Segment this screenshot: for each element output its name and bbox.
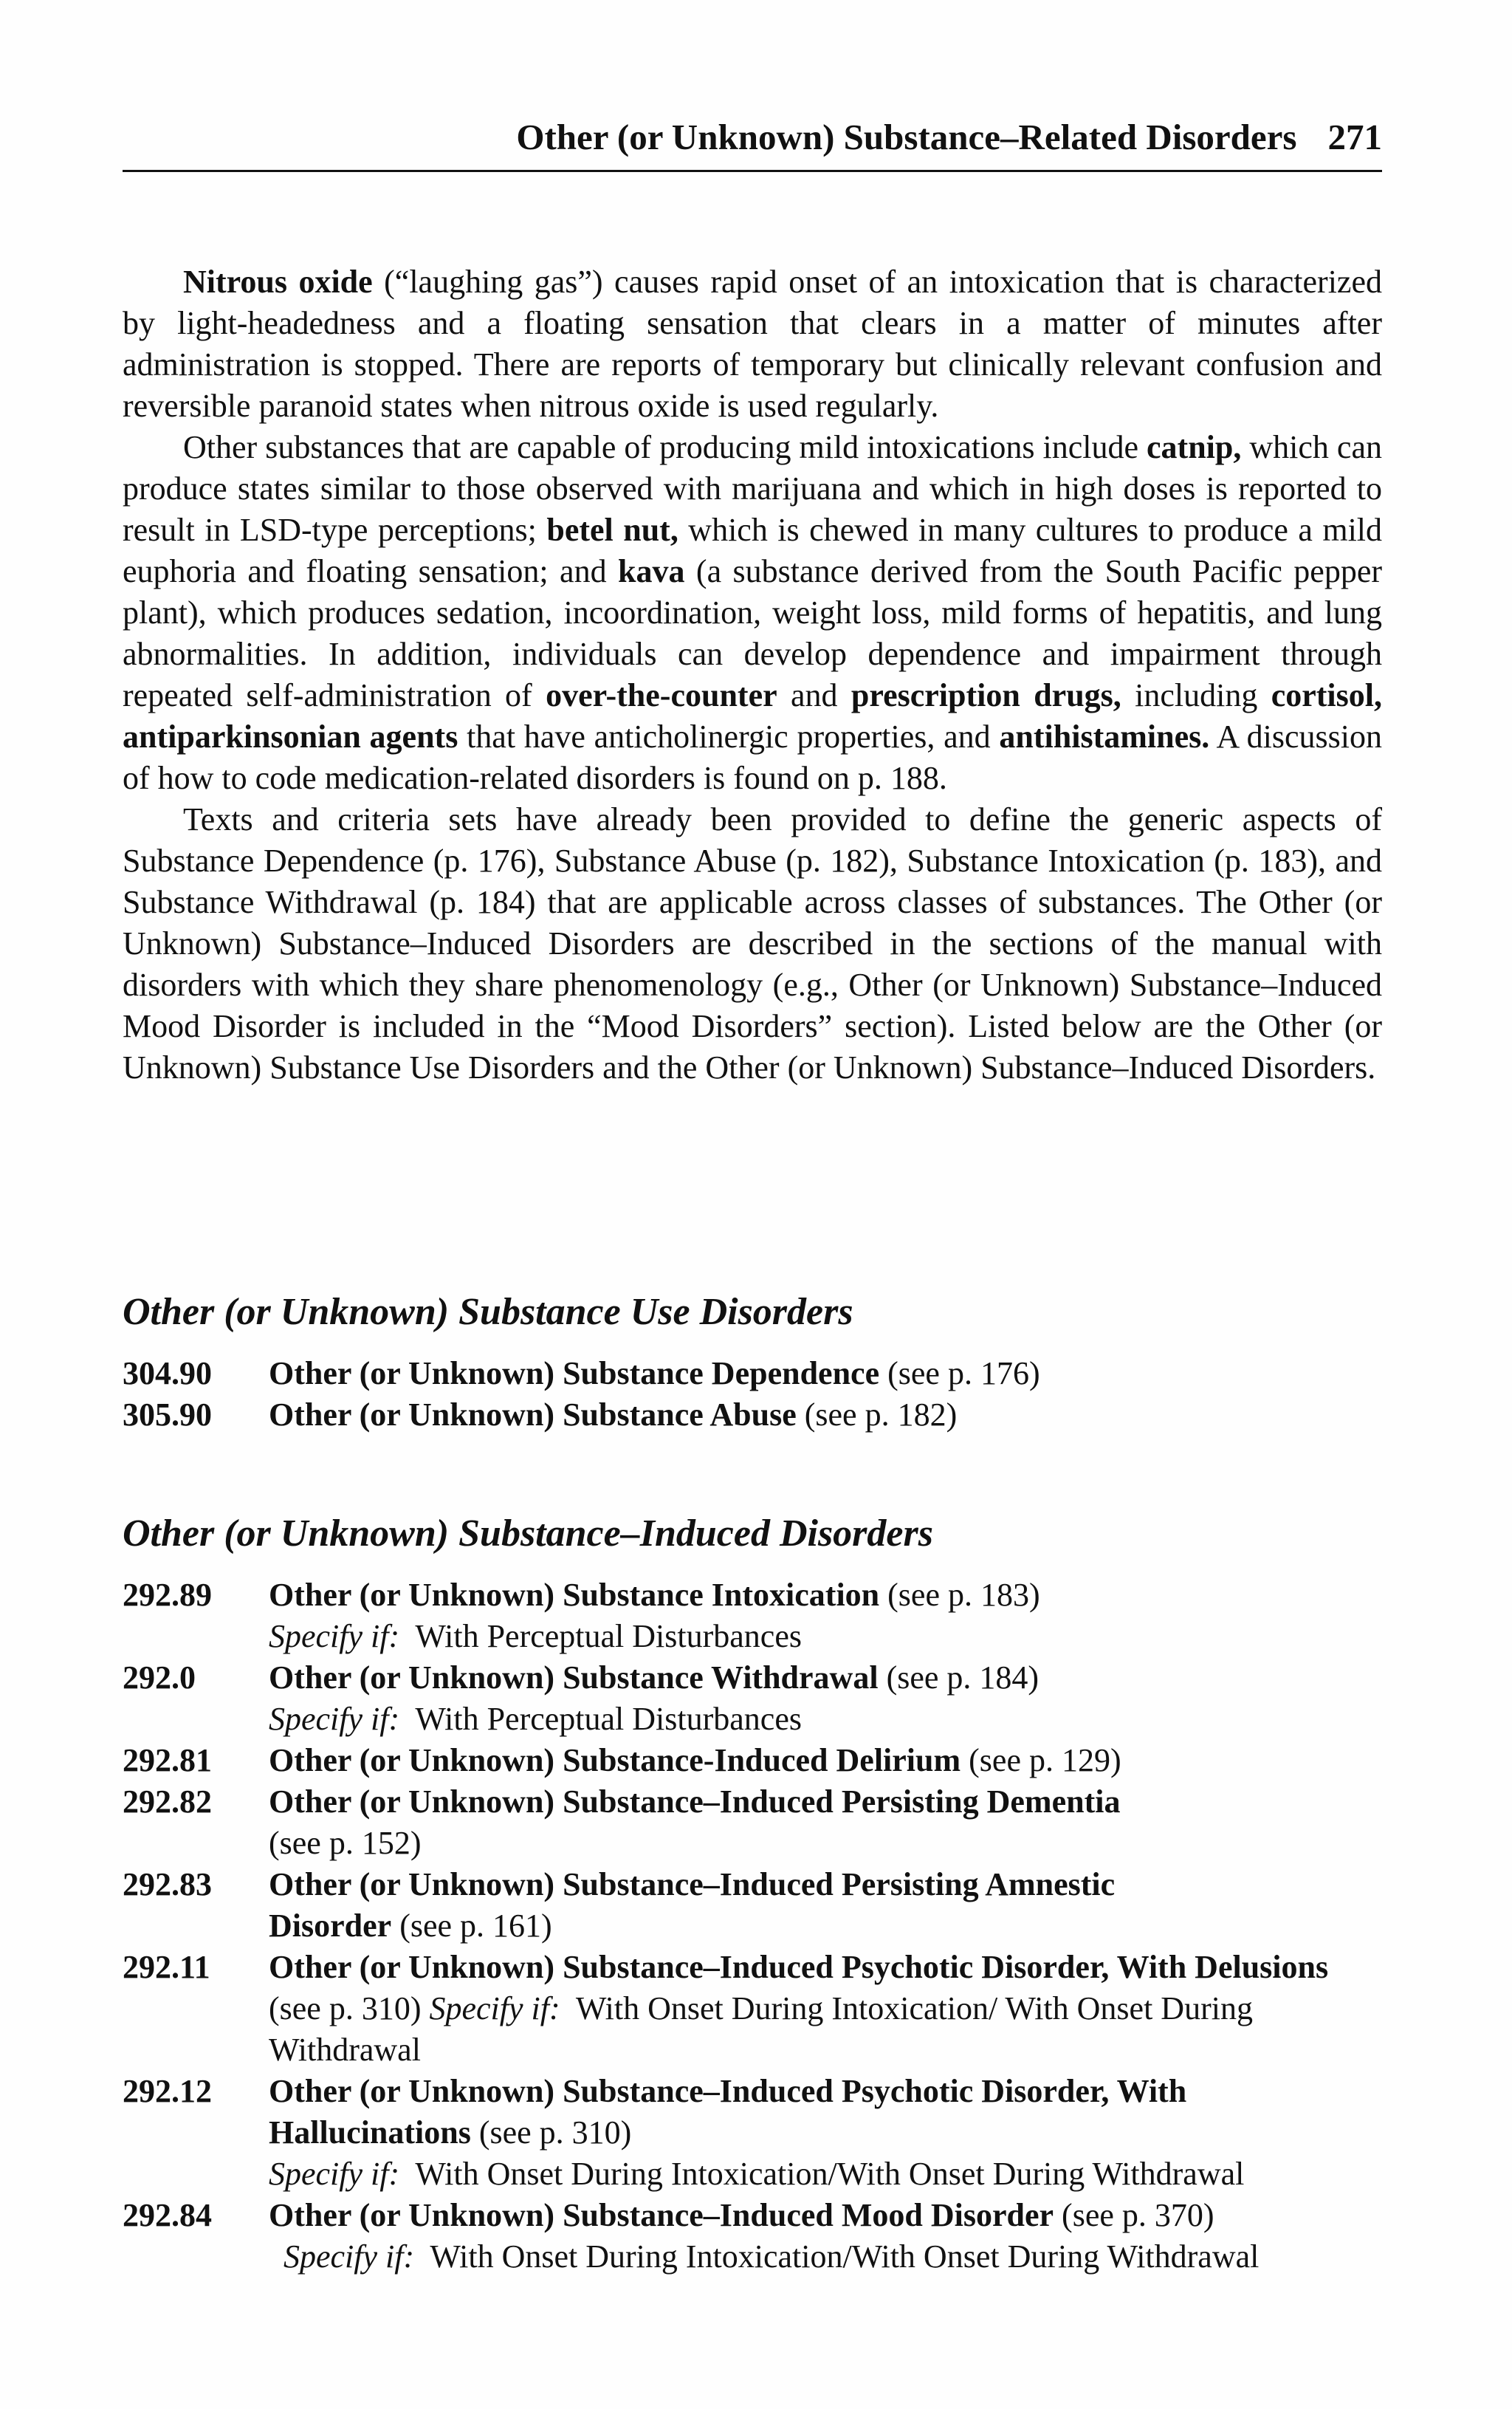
term-kava: kava — [618, 553, 685, 589]
diagnostic-code: 292.84 — [123, 2197, 212, 2233]
page-ref: (see p. 183) — [879, 1577, 1040, 1613]
paragraph-nitrous-oxide — [123, 261, 1382, 427]
list-item — [123, 2071, 1382, 2153]
text-run: and — [777, 677, 851, 713]
specifier: With Perceptual Disturbances — [415, 1618, 802, 1654]
header-rule — [123, 170, 1382, 172]
use-disorders-list — [123, 1353, 1382, 1436]
diagnostic-code: 292.89 — [123, 1577, 212, 1613]
specifier-line — [269, 1616, 1382, 1657]
diagnostic-code: 304.90 — [123, 1355, 212, 1391]
specifier: With Onset During Intoxication/ With Onset During Withdrawal — [269, 1990, 1253, 2068]
text-run: which is chewed in many cultures to produce a mild euphoria and floating sensation; and — [123, 512, 1383, 589]
specifier-line — [269, 2153, 1382, 2195]
paragraph-other-substances — [123, 427, 1382, 799]
list-item — [123, 1394, 1382, 1436]
diagnostic-code: 292.12 — [123, 2073, 212, 2109]
diagnostic-code: 292.83 — [123, 1866, 212, 1902]
page-ref: (see p. 176) — [879, 1355, 1040, 1391]
text-run: including — [1121, 677, 1271, 713]
term-nitrous-oxide: Nitrous oxide — [183, 264, 373, 300]
term-otc: over-the-counter — [546, 677, 777, 713]
specify-label: Specify if: — [269, 2156, 400, 2192]
page-number: 271 — [1327, 117, 1382, 157]
list-item — [123, 1947, 1382, 2071]
specifier: With Onset During Intoxication/With Onset During Withdrawal — [415, 2156, 1245, 2192]
list-item — [123, 1864, 1382, 1947]
specify-label: Specify if: — [284, 2238, 415, 2275]
term-antihistamines: antihistamines. — [999, 719, 1210, 755]
list-item — [123, 1740, 1382, 1781]
running-head — [123, 108, 1382, 167]
list-item — [123, 1657, 1382, 1699]
page-ref: (see p. 182) — [796, 1397, 958, 1433]
disorder-name: Other (or Unknown) Substance-Induced Delirium — [269, 1742, 961, 1778]
section-heading-use-disorders: Other (or Unknown) Substance Use Disorders — [123, 1291, 853, 1333]
diagnostic-code: 305.90 — [123, 1397, 212, 1433]
disorder-name: Other (or Unknown) Substance Withdrawal — [269, 1659, 879, 1696]
term-cortisol: cortisol, antiparkinsonian agents — [123, 677, 1382, 755]
text-run: A discussion of how to code medication-related disorders is found on p. 188. — [123, 719, 1382, 796]
page-ref: (see p. 310) — [269, 1990, 430, 2026]
text-run: which can produce states similar to those observed with marijuana and which in high doses is reported to result in LSD-type perceptions; — [123, 429, 1382, 548]
diagnostic-code: 292.0 — [123, 1659, 196, 1696]
running-head-title: Other (or Unknown) Substance–Related Disorders — [516, 117, 1297, 157]
disorder-name: Other (or Unknown) Substance–Induced Persisting Dementia — [269, 1783, 1121, 1820]
page-ref: (see p. 310) — [470, 2114, 632, 2151]
disorder-name: Other (or Unknown) Substance Dependence — [269, 1355, 880, 1391]
page-ref: (see p. 184) — [878, 1659, 1040, 1696]
list-item — [123, 1781, 1382, 1864]
list-item — [123, 1574, 1382, 1616]
page-ref: (see p. 129) — [961, 1742, 1121, 1778]
diagnostic-code: 292.11 — [123, 1949, 210, 1985]
induced-disorders-list — [123, 1574, 1382, 2278]
page-ref: (see p. 161) — [391, 1908, 552, 1944]
text-run: Other substances that are capable of producing mild intoxications include — [183, 429, 1147, 465]
disorder-name: Other (or Unknown) Substance–Induced Persisting Amnestic Disorder — [269, 1866, 1116, 1944]
paragraph-criteria: Texts and criteria sets have already been provided to define the generic aspects of Substance Dependence (p. 176), Substance Abuse (p. 182), Substance Intoxication (p. 183), and Substance Withdrawal (p. 184) that are applicable across classes of substances. The Other (or Unknown) Substance–Induced Disorders are described in the sections of the manual with disorders with which they share phenomenology (e.g., Other (or Unknown) Substance–Induced Mood Disorder is included in the “Mood Disorders” section). Listed below are the Other (or Unknown) Substance Use Disorders and the Other (or Unknown) Substance–Induced Disorders. — [123, 801, 1382, 1086]
page-ref: (see p. 152) — [269, 1825, 422, 1861]
term-prescription-drugs: prescription drugs, — [850, 677, 1121, 713]
specify-label: Specify if: — [429, 1990, 560, 2026]
specify-label: Specify if: — [269, 1701, 400, 1737]
term-catnip: catnip, — [1147, 429, 1242, 465]
text-run: (“laughing gas”) causes rapid onset of an intoxication that is characterized by light-headedness and a floating sensation that clears in a matter of minutes after administration is stopped. There are reports of temporary but clinically relevant confusion and reversible paranoid states when nitrous oxide is used regularly. — [123, 264, 1382, 424]
disorder-name: Other (or Unknown) Substance–Induced Mood Disorder — [269, 2197, 1054, 2233]
page-ref: (see p. 370) — [1054, 2197, 1214, 2233]
list-item — [123, 1353, 1382, 1394]
text-run: that have anticholinergic properties, and — [458, 719, 1000, 755]
specify-label: Specify if: — [269, 1618, 400, 1654]
disorder-name: Other (or Unknown) Substance–Induced Psychotic Disorder, With Delusions — [269, 1949, 1329, 1985]
list-item — [123, 2195, 1382, 2236]
text-run: (a substance derived from the South Pacific pepper plant), which produces sedation, incoordination, weight loss, mild forms of hepatitis, and lung abnormalities. In addition, individuals can develop dependence and impairment through repeated self-administration of — [123, 553, 1383, 713]
diagnostic-code: 292.82 — [123, 1783, 212, 1820]
specifier-line — [269, 1699, 1382, 1740]
disorder-name: Other (or Unknown) Substance–Induced Psychotic Disorder, With Hallucinations — [269, 2073, 1187, 2151]
specifier: With Perceptual Disturbances — [415, 1701, 802, 1737]
disorder-name: Other (or Unknown) Substance Abuse — [269, 1397, 797, 1433]
body-text — [123, 261, 1382, 1089]
specifier-line — [284, 2236, 1382, 2278]
section-heading-induced-disorders: Other (or Unknown) Substance–Induced Disorders — [123, 1512, 933, 1555]
specifier: With Onset During Intoxication/With Onset During Withdrawal — [430, 2238, 1260, 2275]
term-betel-nut: betel nut, — [546, 512, 678, 548]
diagnostic-code: 292.81 — [123, 1742, 212, 1778]
disorder-name: Other (or Unknown) Substance Intoxication — [269, 1577, 880, 1613]
